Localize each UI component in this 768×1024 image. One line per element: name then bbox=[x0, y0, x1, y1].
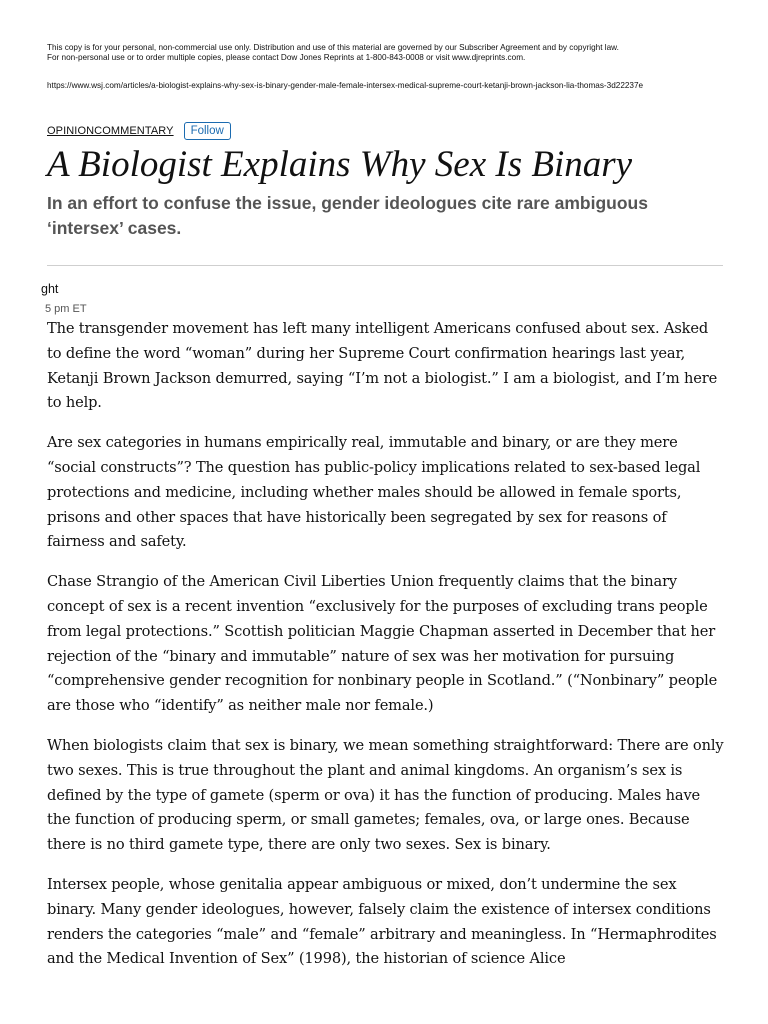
article-url: https://www.wsj.com/articles/a-biologist-explains-why-sex-is-binary-gender-male-female-intersex-medical-supreme-court-ketanji-brown-jackson-lia-thomas-3d22237e bbox=[47, 81, 644, 90]
section-header bbox=[47, 122, 231, 140]
header-divider bbox=[47, 265, 723, 266]
article-body bbox=[47, 317, 725, 987]
dek-subheadline: In an effort to confuse the issue, gender ideologues cite rare ambiguous ‘intersex’ cases. bbox=[47, 193, 648, 238]
byline bbox=[41, 281, 147, 321]
body-paragraph: Chase Strangio of the American Civil Liberties Union frequently claims that the binary concept of sex is a recent invention “exclusively for the purposes of excluding trans people from legal protections.” Scottish politician Maggie Chapman asserted in December that her rejection of the “binary and immutable” nature of sex was her motivation for pursuing “comprehensive gender recognition for nonbinary people in Scotland.” (“Nonbinary” people are those who “identify” as neither male nor female.) bbox=[47, 573, 718, 715]
follow-button[interactable]: Follow bbox=[184, 122, 231, 140]
reprint-notice bbox=[47, 43, 723, 63]
headline: A Biologist Explains Why Sex Is Binary bbox=[47, 144, 633, 185]
reprint-notice-line-2: For non-personal use or to order multiple copies, please contact Dow Jones Reprints at 1-800-843-0008 or visit www.djreprints.com. bbox=[47, 53, 526, 62]
body-paragraph: Intersex people, whose genitalia appear ambiguous or mixed, don’t undermine the sex binary. Many gender ideologues, however, falsely claim the existence of intersex conditions renders the categories “male” and “female” arbitrary and meaningless. In “Hermaphrodites and the Medical Invention of Sex” (1998), the historian of science Alice bbox=[47, 875, 717, 968]
body-paragraph: The transgender movement has left many intelligent Americans confused about sex. Asked to define the word “woman” during her Supreme Court confirmation hearings last year, Ketanji Brown Jackson demurred, saying “I’m not a biologist.” I am a biologist, and I’m here to help. bbox=[47, 320, 718, 412]
reprint-notice-line-1: This copy is for your personal, non-commercial use only. Distribution and use of this material are governed by our Subscriber Agreement and by copyright law. bbox=[47, 43, 619, 52]
author-name[interactable]: ght bbox=[41, 282, 59, 296]
publish-timestamp: 5 pm ET bbox=[45, 303, 87, 315]
body-paragraph: When biologists claim that sex is binary, we mean something straightforward: There are only two sexes. This is true throughout the plant and animal kingdoms. An organism’s sex is defined by the type of gamete (sperm or ova) it has the function of producing. Males have the function of producing sperm, or small gametes; females, ova, or large ones. Because there is no third gamete type, there are only two sexes. Sex is binary. bbox=[47, 736, 724, 854]
section-label-link[interactable]: OPINIONCOMMENTARY bbox=[47, 125, 174, 137]
body-paragraph: Are sex categories in humans empirically real, immutable and binary, or are they mere “social constructs”? The question has public-policy implications related to sex-based legal protections and medicine, including whether males should be allowed in female sports, prisons and other spaces that have historically been segregated by sex for reasons of fairness and safety. bbox=[47, 434, 701, 551]
